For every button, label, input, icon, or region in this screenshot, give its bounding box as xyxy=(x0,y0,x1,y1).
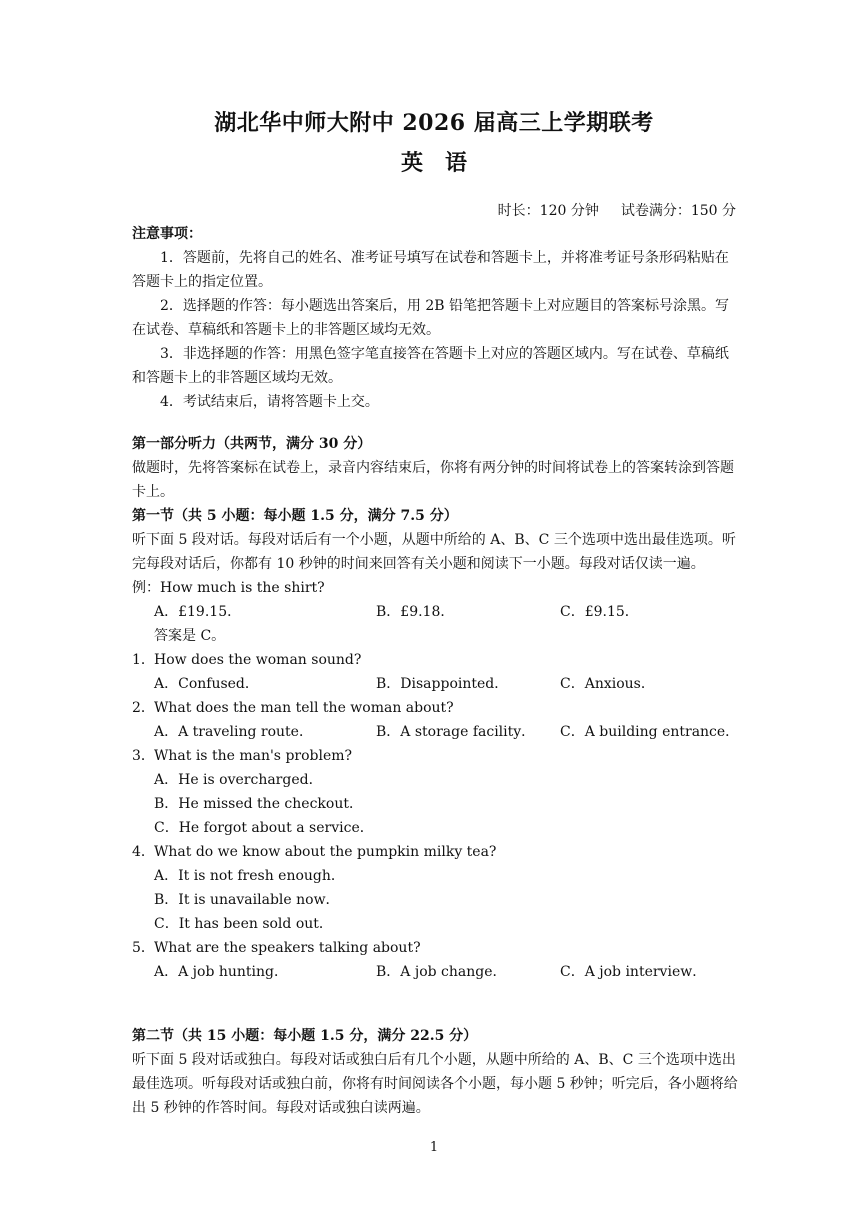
exam-title: 湖北华中师大附中 2026 届高三上学期联考 xyxy=(214,110,654,136)
option-c: C．Anxious． xyxy=(560,676,655,692)
question-text: What is the man's problem? xyxy=(154,748,353,764)
question xyxy=(132,648,738,672)
question xyxy=(132,744,738,768)
question xyxy=(132,936,738,960)
full-score-label: 试卷满分：150 分 xyxy=(620,203,736,219)
question-number: 4． xyxy=(132,844,155,860)
option-a: A．He is overcharged． xyxy=(154,772,323,788)
page-number: 1 xyxy=(429,1140,439,1155)
option-b: B．A job change． xyxy=(376,964,507,980)
section2-intro: 听下面 5 段对话或独白。每段对话或独白后有几个小题，从题中所给的 A、B、C 三个选项中选出最佳选项。听每段对话或独白前，你将有时间阅读各个小题，每小题 5 秒钟；听完后，各小题将给出 5 秒钟的作答时间。每段对话或独白读两遍。 xyxy=(132,1052,738,1116)
section1-intro: 听下面 5 段对话。每段对话后有一个小题，从题中所给的 A、B、C 三个选项中选出最佳选项。听完每段对话后，你都有 10 秒钟的时间来回答有关小题和阅读下一小题。每段对话仅读一遍。 xyxy=(132,532,736,572)
option-b: B．Disappointed． xyxy=(376,676,509,692)
section1-heading: 第一节（共 5 小题：每小题 1.5 分，满分 7.5 分） xyxy=(132,508,458,524)
notice-heading: 注意事项： xyxy=(132,226,202,242)
section2-heading: 第二节（共 15 小题：每小题 1.5 分，满分 22.5 分） xyxy=(132,1028,478,1044)
option-b: B．A storage facility． xyxy=(376,724,536,740)
part1-section xyxy=(132,432,738,984)
question-number: 3． xyxy=(132,748,155,764)
question-text: What do we know about the pumpkin milky tea? xyxy=(154,844,497,860)
notice-section xyxy=(132,222,738,414)
option-a: A．A job hunting． xyxy=(154,964,288,980)
notice-item: 1．答题前，先将自己的姓名、准考证号填写在试卷和答题卡上，并将准考证号条形码粘贴在答题卡上的指定位置。 xyxy=(132,250,729,290)
notice-item: 2．选择题的作答：每小题选出答案后，用 2B 铅笔把答题卡上对应题目的答案标号涂黑。写在试卷、草稿纸和答题卡上的非答题区域均无效。 xyxy=(132,298,730,338)
question-number: 2． xyxy=(132,700,155,716)
part1-heading: 第一部分听力（共两节，满分 30 分） xyxy=(132,436,372,452)
option-c: C．It has been sold out． xyxy=(154,916,333,932)
option-a: A．£19.15． xyxy=(154,604,242,620)
question-text: What are the speakers talking about? xyxy=(154,940,421,956)
option-a: A．A traveling route． xyxy=(154,724,313,740)
example-answer: 答案是 C。 xyxy=(154,628,226,644)
option-c: C．A building entrance． xyxy=(560,724,740,740)
question xyxy=(132,840,738,864)
question xyxy=(132,696,738,720)
part1-intro: 做题时，先将答案标在试卷上，录音内容结束后，你将有两分钟的时间将试卷上的答案转涂到答题卡上。 xyxy=(132,460,734,500)
option-b: B．£9.18． xyxy=(376,604,455,620)
notice-item: 4．考试结束后，请将答题卡上交。 xyxy=(160,394,379,410)
option-c: C．£9.15． xyxy=(560,604,639,620)
question-number: 5． xyxy=(132,940,155,956)
question-options xyxy=(132,672,738,696)
option-b: B．He missed the checkout． xyxy=(154,796,363,812)
option-b: B．It is unavailable now． xyxy=(154,892,340,908)
example-options xyxy=(132,600,738,624)
question-number: 1． xyxy=(132,652,155,668)
question-text: What does the man tell the woman about? xyxy=(154,700,454,716)
notice-item: 3．非选择题的作答：用黑色签字笔直接答在答题卡上对应的答题区域内。写在试卷、草稿纸和答题卡上的非答题区域均无效。 xyxy=(132,346,729,386)
subject-title: 英语 xyxy=(400,150,489,176)
option-c: C．A job interview． xyxy=(560,964,707,980)
option-c: C．He forgot about a service． xyxy=(154,820,374,836)
section2 xyxy=(132,1024,738,1120)
question-options xyxy=(132,960,738,984)
question-text: How does the woman sound? xyxy=(154,652,362,668)
exam-meta xyxy=(498,200,736,220)
option-a: A．It is not fresh enough． xyxy=(154,868,345,884)
duration-label: 时长：120 分钟 xyxy=(497,203,599,219)
option-a: A．Confused． xyxy=(154,676,259,692)
example-question: 例：How much is the shirt? xyxy=(132,580,325,596)
question-options xyxy=(132,720,738,744)
